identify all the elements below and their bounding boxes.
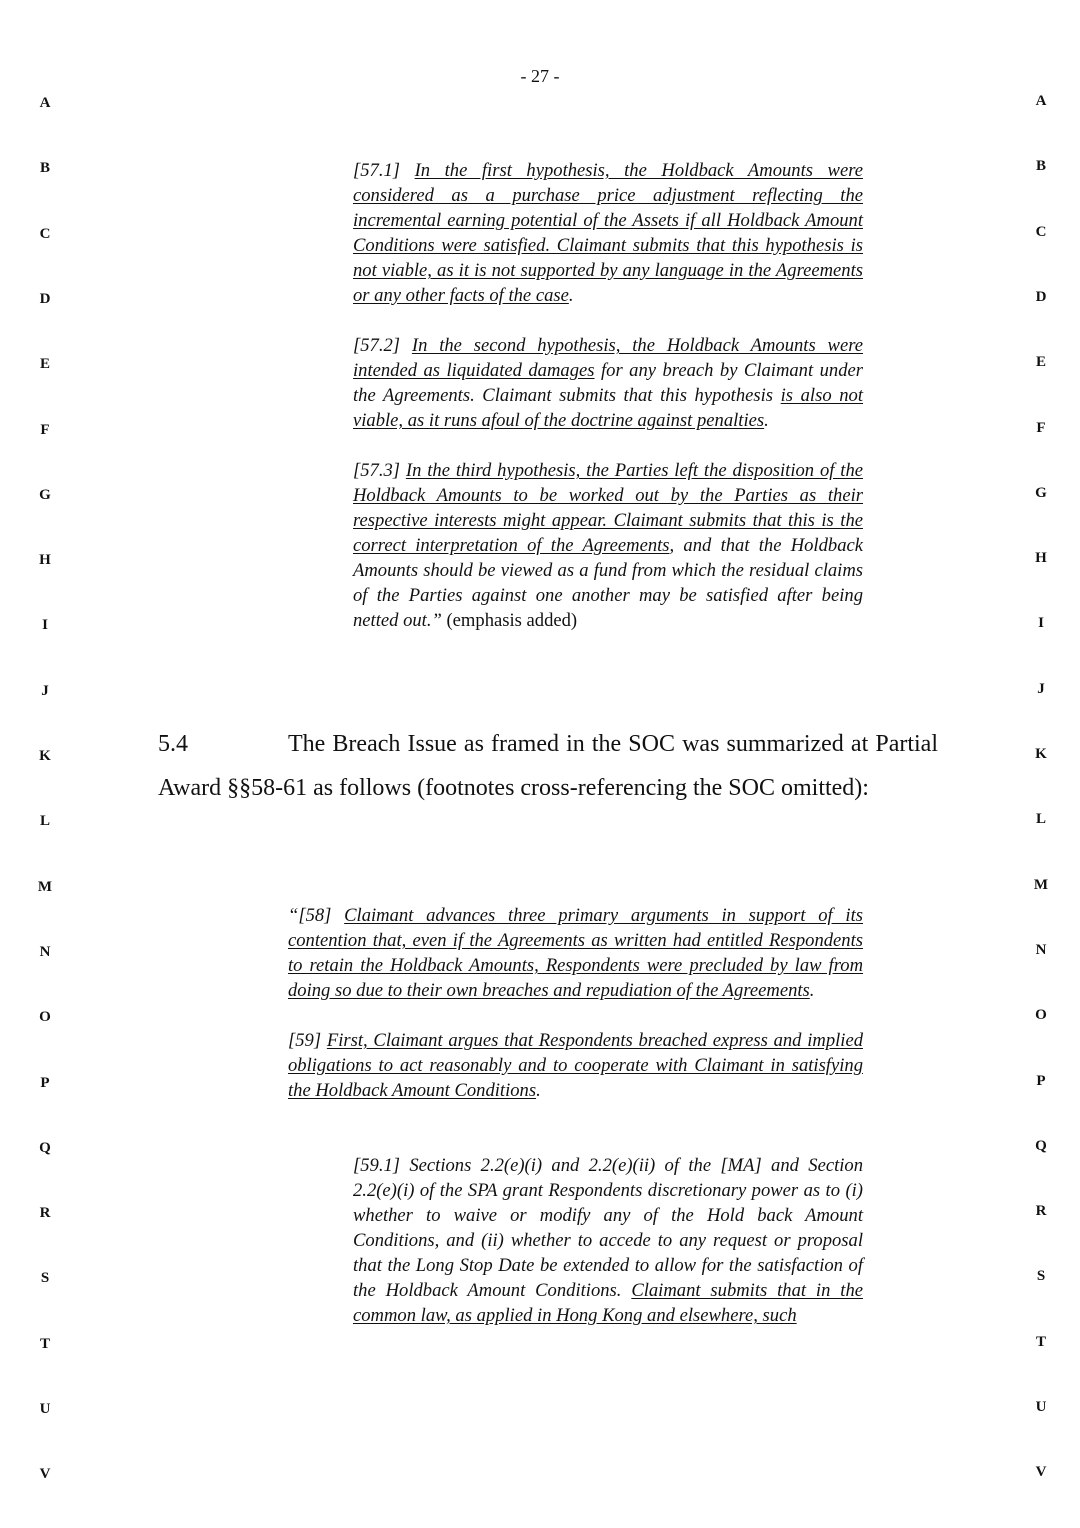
underlined-text: First, Claimant argues that Respondents breached express and implied obligations to act reasonably and to cooperate with Claimant in satisfying the Holdback Amount Conditions: [288, 1030, 863, 1101]
paragraph-ref: [57.3]: [353, 460, 401, 481]
page-number: - 27 -: [520, 66, 560, 86]
quote-block-58-59: [288, 903, 863, 1103]
left-margin-letter-j: J: [41, 682, 49, 699]
paragraph-text: for any breach by Claimant under the Agreements. Claimant submits that this hypothesis: [353, 360, 863, 406]
paragraph-tail: .: [568, 285, 574, 306]
right-margin-letter-i: I: [1038, 615, 1044, 632]
left-margin-letter-v: V: [39, 1466, 51, 1483]
right-margin-letter-u: U: [1035, 1399, 1047, 1415]
right-margin-letter-j: J: [1037, 680, 1045, 697]
right-margin-letter-l: L: [1035, 811, 1046, 828]
left-margin-letter-p: P: [40, 1074, 50, 1091]
paragraph-tail: .: [809, 980, 815, 1001]
right-margin-letter-f: F: [1036, 419, 1046, 436]
right-margin-letter-v: V: [1035, 1464, 1047, 1481]
left-margin-letter-g: G: [39, 486, 51, 503]
left-margin-letter-m: M: [37, 878, 53, 895]
underlined-text: is also not viable, as it runs afoul of the doctrine against penalties: [353, 385, 863, 431]
right-margin-letter-b: B: [1035, 158, 1046, 175]
quote-paragraph-59-1: [353, 1153, 863, 1328]
left-margin-letter-d: D: [39, 290, 51, 307]
quote-paragraph-59: [288, 1028, 863, 1103]
left-margin-letter-t: T: [39, 1335, 50, 1352]
right-margin-letter-o: O: [1035, 1007, 1047, 1024]
right-margin-letter-c: C: [1035, 223, 1047, 240]
quote-paragraph-57-2: [353, 333, 863, 433]
left-margin-letter-l: L: [39, 813, 50, 830]
paragraph-tail: .: [764, 410, 769, 431]
right-margin-letter-p: P: [1036, 1072, 1046, 1089]
paragraph-text: Sections 2.2(e)(i) and 2.2(e)(ii) of the [MA] and Section 2.2(e)(i) of the SPA grant Respondents discretionary power as to (i) whether to waive or modify any of the Hold back Amount Conditions, and (ii) whether to accede to any request or proposal that the Long Stop Date be extended to allow for the satisfaction of the Holdback Amount Conditions.: [353, 1155, 863, 1301]
quote-block-57: [353, 158, 863, 633]
right-margin-letter-t: T: [1035, 1333, 1046, 1350]
right-margin-letter-m: M: [1033, 876, 1049, 893]
left-margin-letter-s: S: [40, 1270, 50, 1287]
paragraph-ref: [57.1]: [353, 160, 401, 181]
quote-block-59-1: [353, 1153, 863, 1328]
left-margin-letter-u: U: [39, 1401, 51, 1417]
paragraph-ref: [59.1]: [353, 1155, 401, 1176]
quote-paragraph-57-3: [353, 458, 863, 633]
left-margin-letter-q: Q: [39, 1139, 51, 1156]
left-margin-letter-i: I: [42, 617, 48, 634]
left-margin-letter-o: O: [39, 1009, 51, 1026]
paragraph-ref: [57.2]: [353, 335, 401, 356]
right-margin-letter-r: R: [1035, 1203, 1047, 1220]
right-margin-letter-e: E: [1035, 354, 1046, 371]
emphasis-note: (emphasis added): [441, 610, 578, 631]
right-margin-letter-q: Q: [1035, 1137, 1047, 1154]
paragraph-ref: [59]: [288, 1030, 322, 1051]
underlined-text: In the first hypothesis, the Holdback Amounts were considered as a purchase price adjustment reflecting the incremental earning potential of the Assets if all Holdback Amount Conditions were satisfied. Claimant submits that this hypothesis is not viable, as it is not supported by any language in the Agreements or any other facts of the case: [353, 160, 863, 306]
paragraph-ref: “[58]: [288, 905, 332, 926]
left-margin-letter-a: A: [39, 95, 51, 111]
left-margin-letter-r: R: [39, 1205, 51, 1222]
right-margin-letter-s: S: [1036, 1268, 1046, 1285]
right-margin-letter-a: A: [1035, 93, 1047, 109]
underlined-text: In the second hypothesis, the Holdback Amounts were intended as liquidated damages: [353, 335, 864, 381]
underlined-text: Claimant submits that in the common law, as applied in Hong Kong and elsewhere, such: [353, 1280, 863, 1326]
paragraph-tail: , and that the Holdback Amounts should be viewed as a fund from which the residual claims of the Parties against one another may be satisfied after being netted out.”: [353, 535, 863, 631]
right-margin-letter-d: D: [1035, 288, 1047, 305]
left-margin-letter-e: E: [39, 356, 50, 373]
left-margin-letter-h: H: [39, 552, 51, 569]
right-margin-letter-g: G: [1035, 484, 1047, 501]
paragraph-number: 5.4: [158, 731, 188, 757]
paragraph-tail: .: [536, 1080, 541, 1101]
quote-paragraph-57-1: [353, 158, 863, 308]
paragraph-5-4: [158, 722, 938, 810]
left-margin-letter-c: C: [39, 225, 51, 242]
right-margin-letter-n: N: [1035, 941, 1047, 958]
right-margin-letter-k: K: [1035, 746, 1047, 762]
left-margin-letter-n: N: [39, 943, 51, 960]
right-margin-letter-h: H: [1035, 550, 1047, 567]
left-margin-letter-k: K: [39, 748, 51, 764]
left-margin-letter-b: B: [39, 160, 50, 177]
paragraph-text: The Breach Issue as framed in the SOC was summarized at Partial Award §§58-61 as follows (footnotes cross-referencing the SOC omitted):: [158, 731, 938, 801]
left-margin-letter-f: F: [40, 421, 50, 438]
underlined-text: In the third hypothesis, the Parties left the disposition of the Holdback Amounts to be worked out by the Parties as their respective interests might appear. Claimant submits that this is the correct interpretation of the Agreements: [353, 460, 864, 556]
underlined-text: Claimant advances three primary arguments in support of its contention that, even if the Agreements as written had entitled Respondents to retain the Holdback Amounts, Respondents were precluded by law from doing so due to their own breaches and repudiation of the Agreements: [288, 905, 863, 1001]
quote-paragraph-58: [288, 903, 863, 1003]
